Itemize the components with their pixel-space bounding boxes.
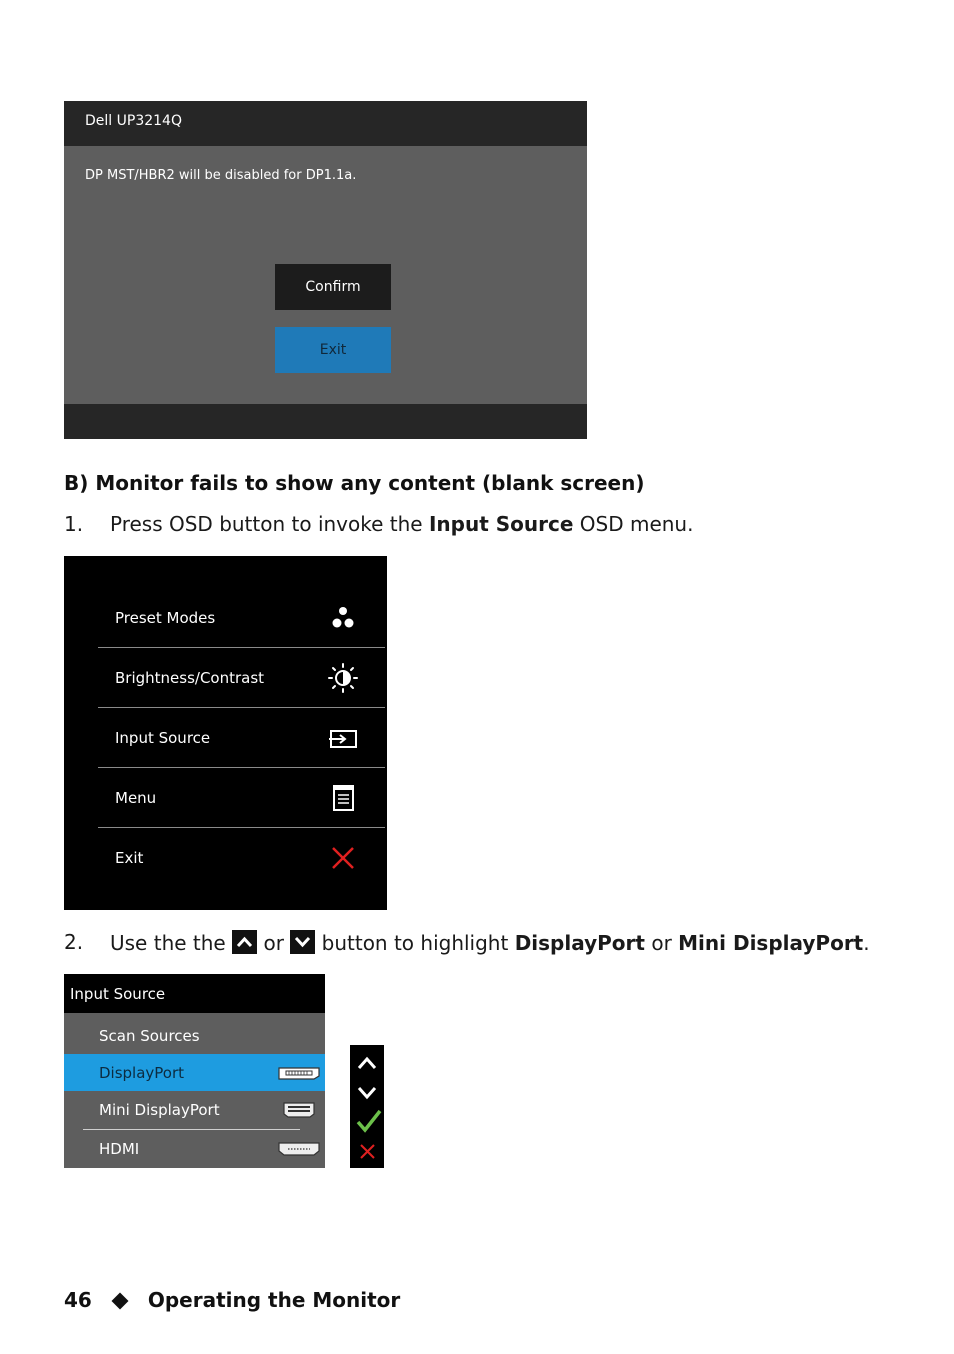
source-item-label: DisplayPort (99, 1063, 185, 1082)
osd-item-menu[interactable] (98, 768, 385, 828)
source-item-scan-sources[interactable] (64, 1017, 325, 1054)
osd-item-label: Menu (115, 788, 157, 807)
brightness-icon (328, 663, 358, 693)
dialog-title: Dell UP3214Q (85, 113, 182, 129)
osd-item-preset-modes[interactable] (98, 588, 385, 648)
osd-item-label: Preset Modes (115, 608, 216, 627)
close-icon (361, 1145, 374, 1158)
down-arrow-icon (290, 930, 315, 954)
input-source-icon (328, 723, 358, 753)
section-heading: B) Monitor fails to show any content (blank screen) (64, 471, 645, 495)
exit-button[interactable]: Exit (275, 327, 391, 373)
step-1 (64, 512, 944, 540)
source-item-displayport[interactable] (64, 1054, 325, 1091)
mst-warning-dialog (64, 101, 587, 439)
source-item-label: HDMI (99, 1139, 140, 1158)
footer-section-title: Operating the Monitor (147, 1288, 401, 1312)
up-arrow-icon (359, 1059, 375, 1068)
up-arrow-icon (232, 930, 257, 954)
input-source-title: Input Source (70, 985, 166, 1003)
osd-item-input-source[interactable] (98, 708, 385, 768)
hdmi-icon (278, 1141, 320, 1157)
page-footer (64, 1288, 400, 1312)
osd-item-exit[interactable] (98, 828, 385, 887)
down-arrow-icon (359, 1088, 375, 1097)
osd-item-label: Brightness/Contrast (115, 668, 265, 687)
osd-menu (64, 556, 387, 910)
confirm-button[interactable]: Confirm (275, 264, 391, 310)
step-2 (64, 930, 944, 958)
dialog-header (64, 101, 587, 146)
displayport-icon (278, 1065, 320, 1081)
dialog-message: DP MST/HBR2 will be disabled for DP1.1a. (85, 168, 357, 183)
preset-modes-icon (328, 603, 358, 633)
source-item-hdmi[interactable] (64, 1130, 325, 1167)
input-source-menu (64, 974, 325, 1168)
source-item-label: Mini DisplayPort (99, 1100, 220, 1119)
close-icon (328, 843, 358, 873)
source-item-label: Scan Sources (99, 1026, 200, 1045)
step-text: Use the the or button to highlight DisplayPort or Mini DisplayPort. (110, 931, 870, 955)
dialog-footer (64, 404, 587, 439)
page-number: 46 (64, 1288, 92, 1312)
diamond-icon (111, 1292, 128, 1309)
menu-icon (328, 783, 358, 813)
osd-item-brightness-contrast[interactable] (98, 648, 385, 708)
osd-item-label: Exit (115, 848, 144, 867)
input-source-header (64, 974, 325, 1013)
osd-nav-buttons (350, 1045, 384, 1168)
step-number: 1. (64, 512, 84, 536)
check-icon (358, 1111, 380, 1130)
step-text: Press OSD button to invoke the Input Source OSD menu. (110, 512, 694, 536)
osd-item-label: Input Source (115, 728, 211, 747)
mini-displayport-icon (278, 1102, 320, 1118)
source-item-mini-displayport[interactable] (64, 1091, 325, 1128)
step-number: 2. (64, 930, 84, 954)
